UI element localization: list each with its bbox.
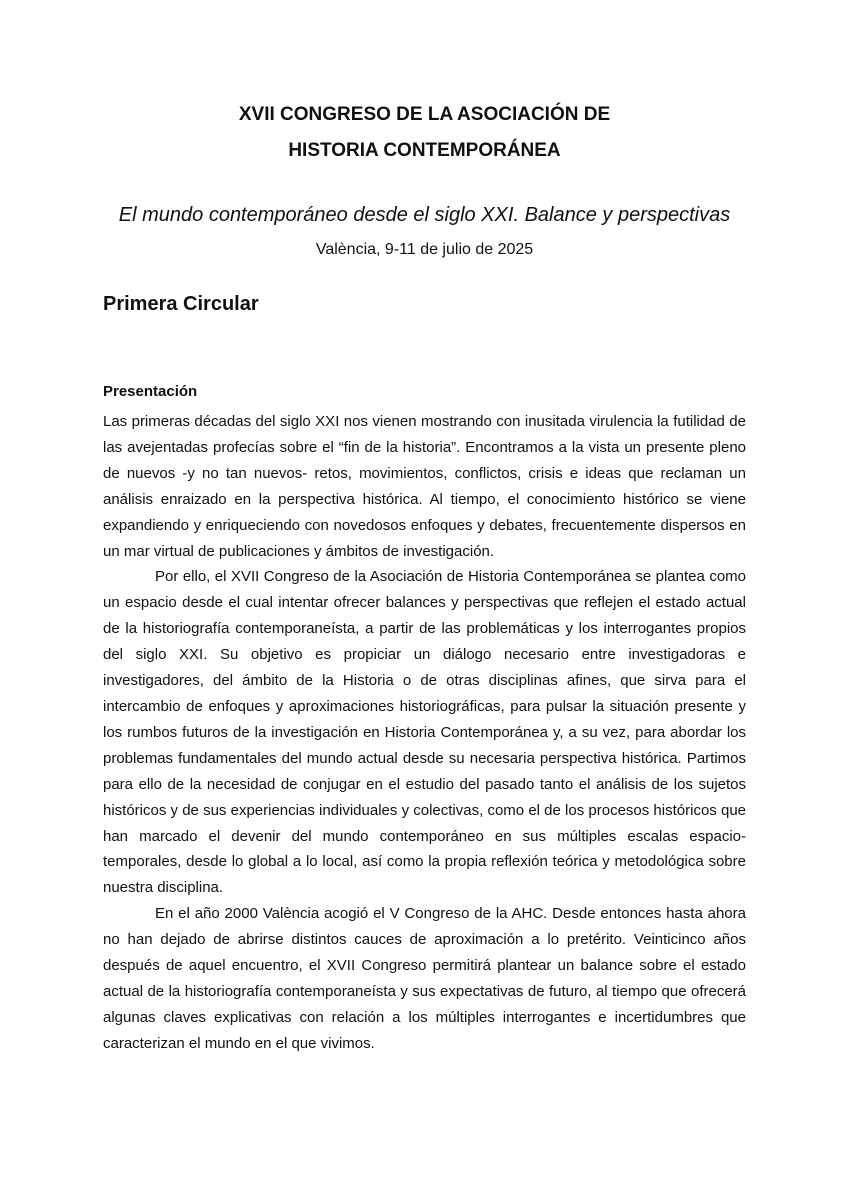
presentation-paragraph-2: Por ello, el XVII Congreso de la Asociación de Historia Contemporánea se plantea como un espacio desde el cual intentar ofrecer balances y perspectivas que reflejen el estado actual de la historiografía contemporaneísta, a partir de las problemáticas y los interrogantes propios del siglo XXI. Su objetivo es propiciar un diálogo necesario entre investigadoras e investigadores, del ámbito de la Historia o de otras disciplinas afines, que sirva para el intercambio de enfoques y aproximaciones historiográficas, para pulsar la situación presente y los rumbos futuros de la investigación en Historia Contemporánea y, a su vez, para abordar los problemas fundamentales del mundo actual desde su necesaria perspectiva histórica. Partimos para ello de la necesidad de conjugar en el estudio del pasado tanto el análisis de los sujetos históricos y de sus experiencias individuales y colectivas, como el de los procesos históricos que han marcado el devenir del mundo contemporáneo en sus múltiples escalas espacio-temporales, desde lo global a lo local, así como la propia reflexión teórica y metodológica sobre nuestra disciplina.: [103, 568, 746, 897]
presentation-section: [103, 383, 746, 1057]
circular-title: Primera Circular: [103, 293, 259, 315]
presentation-paragraph-3: En el año 2000 València acogió el V Congreso de la AHC. Desde entonces hasta ahora no han dejado de abrirse distintos cauces de aproximación a lo pretérito. Veinticinco años después de aquel encuentro, el XVII Congreso permitirá plantear un balance sobre el estado actual de la historiografía contemporaneísta y sus expectativas de futuro, al tiempo que ofrecerá algunas claves explicativas con relación a los múltiples interrogantes e incertidumbres que caracterizan el mundo en el que vivimos.: [103, 905, 746, 1052]
congress-title-line-1: XVII CONGRESO DE LA ASOCIACIÓN DE: [238, 104, 611, 125]
presentation-paragraph-1: Las primeras décadas del siglo XXI nos vienen mostrando con inusitada virulencia la futilidad de las avejentadas profecías sobre el “fin de la historia”. Encontramos a la vista un presente pleno de nuevos -y no tan nuevos- retos, movimientos, conflictos, crisis e ideas que reclaman un análisis enraizado en la perspectiva histórica. Al tiempo, el conocimiento histórico se viene expandiendo y enriqueciendo con novedosos enfoques y debates, frecuentemente dispersos en un mar virtual de publicaciones y ámbitos de investigación.: [103, 413, 746, 560]
presentation-heading: Presentación: [103, 383, 198, 400]
congress-title-line-2: HISTORIA CONTEMPORÁNEA: [288, 140, 561, 161]
place-and-date: València, 9-11 de julio de 2025: [315, 241, 534, 258]
congress-title: [0, 97, 849, 169]
congress-subtitle: El mundo contemporáneo desde el siglo XXI. Balance y perspectivas: [118, 204, 731, 226]
